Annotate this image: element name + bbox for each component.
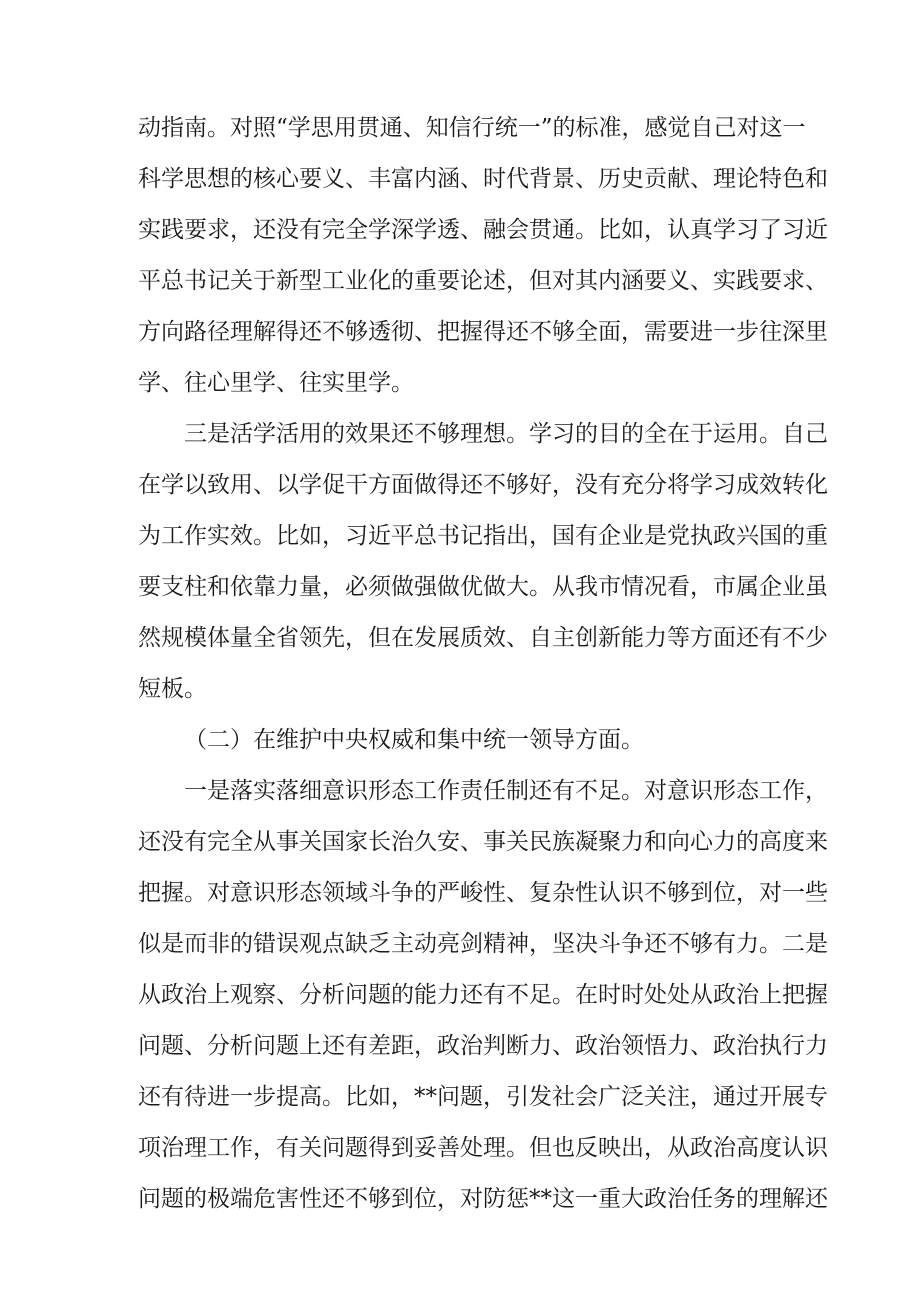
paragraph-first-line: 一是落实落细意识形态工作责任制还有不足。对意识形态工作， [184, 778, 828, 804]
paragraph-first-line: 三是活学活用的效果还不够理想。学习的目的全在于运用。自己 [184, 421, 828, 447]
text-line: 为工作实效。比如，习近平总书记指出，国有企业是党执政兴国的重 [138, 523, 828, 549]
text-line: 问题、分析问题上还有差距，政治判断力、政治领悟力、政治执行力 [138, 1033, 828, 1059]
text-line: 然规模体量全省领先，但在发展质效、自主创新能力等方面还有不少 [138, 625, 828, 651]
text-line: 科学思想的核心要义、丰富内涵、时代背景、历史贡献、理论特色和 [138, 166, 828, 192]
text-line: 还有待进一步提高。比如，**问题，引发社会广泛关注，通过开展专 [138, 1084, 828, 1110]
text-line: 似是而非的错误观点缺乏主动亮剑精神，坚决斗争还不够有力。二是 [138, 931, 828, 957]
text-line: 动指南。对照“学思用贯通、知信行统一”的标准，感觉自己对这一 [138, 115, 806, 141]
text-line: 从政治上观察、分析问题的能力还有不足。在时时处处从政治上把握 [138, 982, 828, 1008]
text-line: 问题的极端危害性还不够到位，对防惩**这一重大政治任务的理解还 [138, 1186, 828, 1212]
text-line: 学、往心里学、往实里学。 [138, 370, 414, 396]
text-line: 还没有完全从事关国家长治久安、事关民族凝聚力和向心力的高度来 [138, 829, 828, 855]
section-heading: （二）在维护中央权威和集中统一领导方面。 [184, 727, 644, 753]
text-line: 把握。对意识形态领域斗争的严峻性、复杂性认识不够到位，对一些 [138, 880, 828, 906]
text-line: 平总书记关于新型工业化的重要论述，但对其内涵要义、实践要求、 [138, 268, 828, 294]
text-line: 在学以致用、以学促干方面做得还不够好，没有充分将学习成效转化 [138, 472, 828, 498]
text-line: 项治理工作，有关问题得到妥善处理。但也反映出，从政治高度认识 [138, 1135, 828, 1161]
text-line: 实践要求，还没有完全学深学透、融会贯通。比如，认真学习了习近 [138, 217, 828, 243]
text-line: 要支柱和依靠力量，必须做强做优做大。从我市情况看，市属企业虽 [138, 574, 828, 600]
text-line: 短板。 [138, 676, 207, 702]
text-line: 方向路径理解得还不够透彻、把握得还不够全面，需要进一步往深里 [138, 319, 828, 345]
